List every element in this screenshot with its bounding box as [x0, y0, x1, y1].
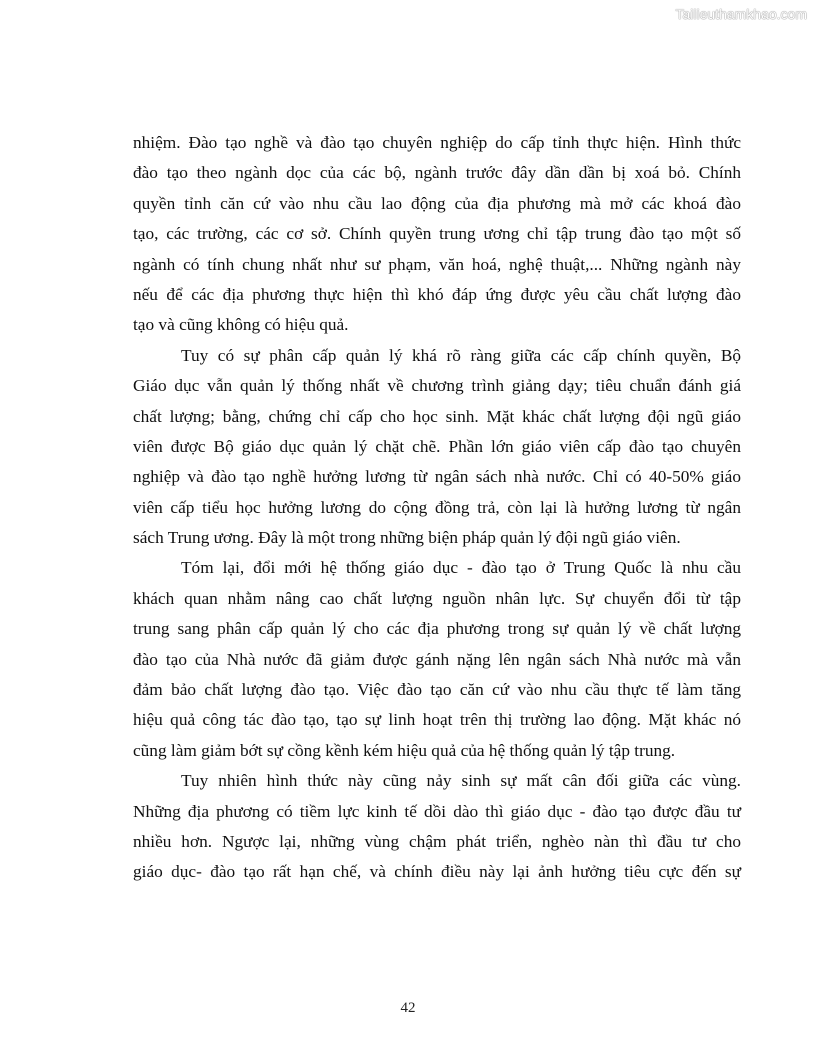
text-line: khách quan nhằm nâng cao chất lượng nguồn nhân lực. Sự chuyển đổi từ tập — [133, 588, 741, 608]
text-line: giáo dục- đào tạo rất hạn chế, và chính điều này lại ảnh hưởng tiêu cực đến sự — [133, 862, 741, 882]
text-line: tạo, các trường, các cơ sở. Chính quyền trung ương chỉ tập trung đào tạo một số — [133, 224, 741, 244]
text-line: trung sang phân cấp quản lý cho các địa phương trong sự quản lý về chất lượng — [133, 619, 741, 639]
text-line: nghiệp và đào tạo nghề hưởng lương từ ngân sách nhà nước. Chỉ có 40-50% giáo — [133, 467, 741, 487]
text-line: viên được Bộ giáo dục quản lý chặt chẽ. Phần lớn giáo viên cấp đào tạo chuyên — [133, 436, 741, 456]
watermark: Tailieuthamkhao.com — [675, 6, 807, 22]
text-line: nhiều hơn. Ngược lại, những vùng chậm phát triển, nghèo nàn thì đầu tư cho — [133, 831, 741, 851]
text-line: ngành có tính chung nhất như sư phạm, văn hoá, nghệ thuật,... Những ngành này — [133, 254, 741, 274]
text-line: Tóm lại, đổi mới hệ thống giáo dục - đào tạo ở Trung Quốc là nhu cầu — [181, 558, 741, 578]
text-line: viên cấp tiểu học hưởng lương do cộng đồng trả, còn lại là hưởng lương từ ngân — [133, 497, 741, 517]
paragraph-3 — [133, 553, 741, 766]
text-line: Tuy có sự phân cấp quản lý khá rõ ràng giữa các cấp chính quyền, Bộ — [181, 345, 741, 365]
text-line: đảm bảo chất lượng đào tạo. Việc đào tạo căn cứ vào nhu cầu thực tế làm tăng — [133, 680, 741, 700]
page-body — [133, 128, 741, 888]
text-line: quyền tỉnh căn cứ vào nhu cầu lao động của địa phương mà mở các khoá đào — [133, 193, 741, 213]
text-line: Giáo dục vẫn quản lý thống nhất về chương trình giảng dạy; tiêu chuẩn đánh giá — [133, 376, 741, 396]
text-line: đào tạo theo ngành dọc của các bộ, ngành trước đây dần dần bị xoá bỏ. Chính — [133, 163, 741, 183]
page-number: 42 — [400, 1000, 416, 1016]
text-line: chất lượng; bằng, chứng chỉ cấp cho học sinh. Mặt khác chất lượng đội ngũ giáo — [133, 406, 741, 426]
text-line: đào tạo của Nhà nước đã giảm được gánh nặng lên ngân sách Nhà nước mà vẫn — [133, 649, 741, 669]
paragraph-1 — [133, 128, 741, 341]
paragraph-4 — [133, 766, 741, 888]
text-line: Những địa phương có tiềm lực kinh tế dồi dào thì giáo dục - đào tạo được đầu tư — [133, 801, 741, 821]
text-line: hiệu quả công tác đào tạo, tạo sự linh hoạt trên thị trường lao động. Mặt khác nó — [133, 710, 741, 730]
text-line: nếu để các địa phương thực hiện thì khó đáp ứng được yêu cầu chất lượng đào — [133, 284, 741, 304]
text-line: cũng làm giảm bớt sự cồng kềnh kém hiệu quả của hệ thống quản lý tập trung. — [133, 740, 676, 760]
text-line: tạo và cũng không có hiệu quả. — [133, 315, 349, 335]
text-line: nhiệm. Đào tạo nghề và đào tạo chuyên nghiệp do cấp tỉnh thực hiện. Hình thức — [133, 133, 741, 152]
text-line: sách Trung ương. Đây là một trong những biện pháp quản lý đội ngũ giáo viên. — [133, 528, 681, 548]
paragraph-2 — [133, 341, 741, 554]
text-line: Tuy nhiên hình thức này cũng nảy sinh sự mất cân đối giữa các vùng. — [181, 771, 741, 791]
